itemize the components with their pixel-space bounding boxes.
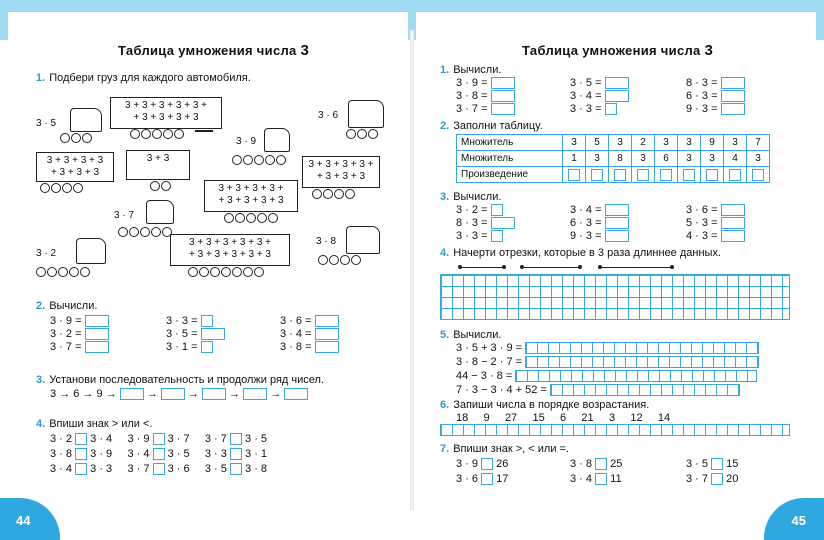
compare-row: 3 · 8 25 xyxy=(570,458,623,470)
answer-box[interactable] xyxy=(568,169,580,181)
answer-box[interactable] xyxy=(315,328,339,340)
answer-box[interactable] xyxy=(729,169,741,181)
right-task5-heading: 5. Вычисли. xyxy=(440,329,502,341)
sign-box[interactable] xyxy=(711,473,723,485)
equation: 3 · 2 = xyxy=(50,328,109,340)
table-row: Множитель 1 3 8 3 6 3 3 4 3 xyxy=(457,151,770,167)
cargo-trailer[interactable]: 3 + 3 + 3 + 3 + 3 + + 3 + 3 + 3 + 3 xyxy=(110,97,222,129)
answer-box[interactable] xyxy=(491,230,503,242)
sign-box[interactable] xyxy=(481,473,493,485)
equation: 3 · 8 = xyxy=(280,341,339,353)
sign-box[interactable] xyxy=(75,463,87,475)
sign-box[interactable] xyxy=(75,433,87,445)
answer-box[interactable] xyxy=(591,169,603,181)
answer-box[interactable] xyxy=(201,315,213,327)
compare-row: 3 · 9 26 xyxy=(456,458,509,470)
truck-cab[interactable] xyxy=(70,108,102,132)
answer-box[interactable] xyxy=(491,217,515,229)
right-task2-heading: 2. Заполни таблицу. xyxy=(440,120,543,132)
sign-box[interactable] xyxy=(711,458,723,470)
expression-row: 3 · 5 + 3 · 9 = xyxy=(456,342,759,354)
right-task4-heading: 4. Начерти отрезки, которые в 3 раза длиннее данных. xyxy=(440,247,722,259)
answer-strip[interactable] xyxy=(525,342,759,354)
answer-box[interactable] xyxy=(683,169,695,181)
equation: 3 · 4 = xyxy=(570,204,629,216)
left-page-title: Таблица умножения числа 3 xyxy=(118,42,310,59)
equation: 3 · 1 = xyxy=(166,341,213,353)
left-page-number: 44 xyxy=(16,513,31,528)
truck-cab[interactable] xyxy=(264,128,290,152)
expression-row: 3 · 8 − 2 · 7 = xyxy=(456,356,759,368)
given-segment xyxy=(522,267,580,268)
compare-row: 3 · 5 15 xyxy=(686,458,739,470)
answer-box[interactable] xyxy=(605,217,629,229)
answer-box[interactable] xyxy=(721,90,745,102)
answer-box[interactable] xyxy=(284,388,308,400)
truck-label: 3 · 9 xyxy=(236,136,257,147)
answer-box[interactable] xyxy=(660,169,672,181)
number-sequence: 3 → 6 → 9 → → → → → xyxy=(50,388,308,400)
cargo-trailer[interactable]: 3 + 3 xyxy=(126,150,190,180)
answer-box[interactable] xyxy=(491,77,515,89)
equation: 8 · 3 = xyxy=(686,77,745,89)
sign-box[interactable] xyxy=(153,448,165,460)
equation: 6 · 3 = xyxy=(686,90,745,102)
answer-box[interactable] xyxy=(85,315,109,327)
compare-row: 3 · 2 3 · 4 3 · 9 3 · 7 3 · 7 3 · 5 xyxy=(50,433,268,445)
answer-box[interactable] xyxy=(605,204,629,216)
cargo-trailer[interactable]: 3 + 3 + 3 + 3 + 3 + + 3 + 3 + 3 + 3 + 3 xyxy=(170,234,290,266)
trailer-wheels xyxy=(130,126,185,135)
answer-box[interactable] xyxy=(85,341,109,353)
given-segment xyxy=(600,267,672,268)
answer-box[interactable] xyxy=(161,388,185,400)
equation: 4 · 3 = xyxy=(686,230,745,242)
equation: 3 · 6 = xyxy=(280,315,339,327)
sign-box[interactable] xyxy=(153,433,165,445)
truck-label: 3 · 7 xyxy=(114,210,135,221)
compare-row: 3 · 6 17 xyxy=(456,473,509,485)
right-task1-heading: 1. Вычисли. xyxy=(440,64,502,76)
cargo-trailer[interactable]: 3 + 3 + 3 + 3 + + 3 + 3 + 3 + 3 xyxy=(204,180,298,212)
equation: 3 · 9 = xyxy=(50,315,109,327)
answer-box[interactable] xyxy=(752,169,764,181)
answer-box[interactable] xyxy=(315,341,339,353)
sign-box[interactable] xyxy=(230,433,242,445)
answer-strip[interactable] xyxy=(515,370,757,382)
answer-strip[interactable] xyxy=(550,384,740,396)
numbers-list: 18 9 27 15 6 21 3 12 14 xyxy=(456,412,671,424)
equation: 3 · 5 = xyxy=(570,77,629,89)
equation: 3 · 7 = xyxy=(50,341,109,353)
multiplication-table xyxy=(456,134,770,183)
right-page-title: Таблица умножения числа 3 xyxy=(522,42,714,59)
answer-box[interactable] xyxy=(201,328,225,340)
answer-box[interactable] xyxy=(605,77,629,89)
answer-box[interactable] xyxy=(706,169,718,181)
equation: 3 · 7 = xyxy=(456,103,515,115)
answer-strip[interactable] xyxy=(440,424,790,436)
equation: 9 · 3 = xyxy=(686,103,745,115)
expression-row: 44 − 3 · 8 = xyxy=(456,370,757,382)
answer-box[interactable] xyxy=(637,169,649,181)
answer-box[interactable] xyxy=(605,103,617,115)
answer-box[interactable] xyxy=(243,388,267,400)
answer-box[interactable] xyxy=(491,90,515,102)
compare-row: 3 · 4 11 xyxy=(570,473,622,485)
equation: 3 · 3 = xyxy=(570,103,617,115)
sign-box[interactable] xyxy=(230,463,242,475)
sign-box[interactable] xyxy=(230,448,242,460)
truck-cab[interactable] xyxy=(346,226,380,254)
compare-row: 3 · 7 20 xyxy=(686,473,739,485)
row-label: Произведение xyxy=(457,167,563,183)
answer-box[interactable] xyxy=(120,388,144,400)
right-task6-heading: 6. Запиши числа в порядке возрастания. xyxy=(440,399,650,411)
equation: 3 · 3 = xyxy=(166,315,213,327)
given-segment xyxy=(460,267,504,268)
sign-box[interactable] xyxy=(75,448,87,460)
expression-row: 7 · 3 − 3 · 4 + 52 = xyxy=(456,384,740,396)
equation: 8 · 3 = xyxy=(456,217,515,229)
equation: 3 · 4 = xyxy=(570,90,629,102)
answer-box[interactable] xyxy=(721,230,745,242)
truck-label: 3 · 2 xyxy=(36,248,57,259)
cargo-trailer[interactable]: 3 + 3 + 3 + 3 + + 3 + 3 + 3 xyxy=(302,156,380,188)
answer-box[interactable] xyxy=(315,315,339,327)
drawing-grid[interactable] xyxy=(440,274,790,320)
compare-row: 3 · 8 3 · 9 3 · 4 3 · 5 3 · 3 3 · 1 xyxy=(50,448,268,460)
answer-box[interactable] xyxy=(614,169,626,181)
equation: 3 · 2 = xyxy=(456,204,503,216)
answer-box[interactable] xyxy=(491,204,503,216)
answer-box[interactable] xyxy=(721,77,745,89)
truck-label: 3 · 6 xyxy=(318,110,339,121)
equation: 3 · 4 = xyxy=(280,328,339,340)
sign-box[interactable] xyxy=(481,458,493,470)
equation: 3 · 8 = xyxy=(456,90,515,102)
answer-box[interactable] xyxy=(202,388,226,400)
table-row: Множитель 3 5 3 2 3 3 9 3 7 xyxy=(457,135,770,151)
equation: 3 · 9 = xyxy=(456,77,515,89)
answer-box[interactable] xyxy=(605,230,629,242)
left-task1-heading: 1. Подбери груз для каждого автомобиля. xyxy=(36,72,251,84)
answer-box[interactable] xyxy=(721,103,745,115)
equation: 6 · 3 = xyxy=(570,217,629,229)
answer-box[interactable] xyxy=(491,103,515,115)
left-task2-heading: 2. Вычисли. xyxy=(36,300,98,312)
truck-label: 3 · 8 xyxy=(316,236,337,247)
answer-box[interactable] xyxy=(85,328,109,340)
row-label: Множитель xyxy=(457,135,563,151)
compare-row: 3 · 4 3 · 3 3 · 7 3 · 6 3 · 5 3 · 8 xyxy=(50,463,268,475)
sign-box[interactable] xyxy=(595,473,607,485)
truck-label: 3 · 5 xyxy=(36,118,57,129)
answer-box[interactable] xyxy=(721,217,745,229)
right-task7-heading: 7. Впиши знак >, < или =. xyxy=(440,443,570,455)
answer-box[interactable] xyxy=(721,204,745,216)
left-task3-heading: 3. Установи последовательность и продолжи ряд чисел. xyxy=(36,374,324,386)
book-spine xyxy=(410,30,414,510)
right-task3-heading: 3. Вычисли. xyxy=(440,191,502,203)
answer-strip[interactable] xyxy=(525,356,759,368)
equation: 5 · 3 = xyxy=(686,217,745,229)
cargo-trailer[interactable]: 3 + 3 + 3 + 3 + 3 + 3 + 3 xyxy=(36,152,114,182)
equation: 3 · 5 = xyxy=(166,328,225,340)
table-row xyxy=(457,167,770,183)
sign-box[interactable] xyxy=(153,463,165,475)
equation: 3 · 6 = xyxy=(686,204,745,216)
truck-cab[interactable] xyxy=(146,200,174,224)
equation: 3 · 3 = xyxy=(456,230,503,242)
equation: 9 · 3 = xyxy=(570,230,629,242)
answer-box[interactable] xyxy=(605,90,629,102)
row-label: Множитель xyxy=(457,151,563,167)
left-task4-heading: 4. Впиши знак > или <. xyxy=(36,418,153,430)
truck-cab[interactable] xyxy=(348,100,384,128)
truck-cab[interactable] xyxy=(76,238,106,264)
sign-box[interactable] xyxy=(595,458,607,470)
right-page-number: 45 xyxy=(791,513,806,528)
answer-box[interactable] xyxy=(201,341,213,353)
